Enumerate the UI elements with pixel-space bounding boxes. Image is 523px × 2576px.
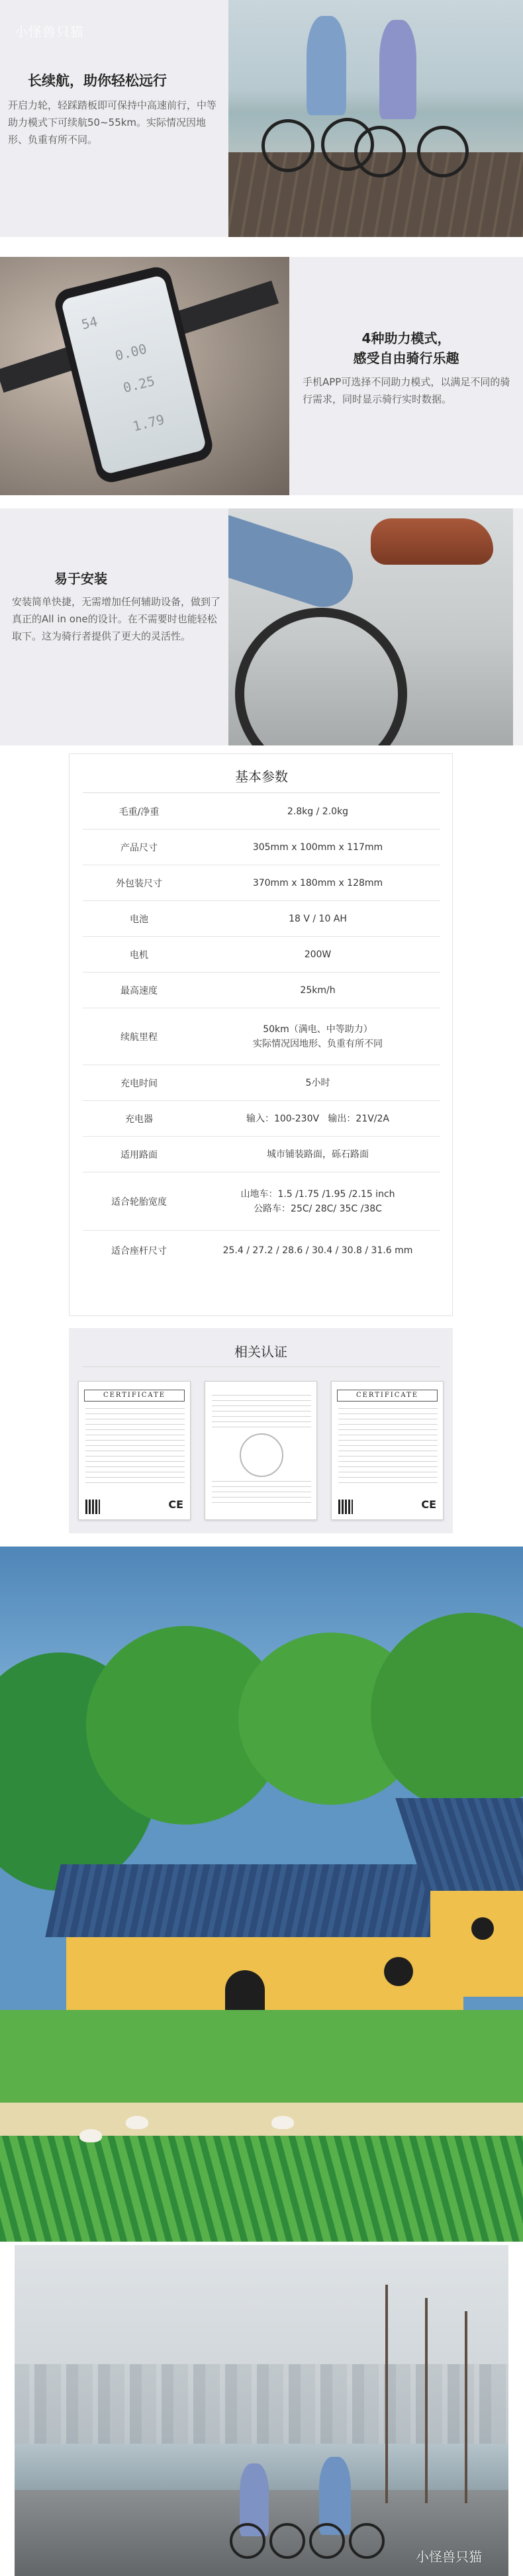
- tree-icon: [425, 2298, 428, 2503]
- spec-row: [83, 794, 440, 830]
- modes-text-panel: [289, 257, 523, 495]
- modes-description: 手机APP可选择不同助力模式，以满足不同的骑行需求，同时显示骑行实时数据。: [303, 376, 510, 405]
- spec-value: 200W: [304, 949, 332, 960]
- rider-man: [307, 16, 346, 115]
- install-description: 安装简单快捷，无需增加任何辅助设备，做到了真正的All in one的设计。在不需要时也能轻松取下。这为骑行者提供了更大的灵活性。: [12, 596, 221, 642]
- duck-icon: [271, 2116, 294, 2129]
- house-roof: [45, 1864, 484, 1937]
- watermark-top: 小怪兽只猫: [15, 24, 84, 40]
- spec-value: 2.8kg / 2.0kg: [287, 806, 349, 817]
- rider-woman: [379, 20, 416, 119]
- stamp-seal-icon: [240, 1433, 283, 1477]
- spec-key: 充电器: [125, 1114, 153, 1125]
- spec-row: [83, 1231, 440, 1270]
- spec-row: [83, 1137, 440, 1172]
- spec-row: [83, 1101, 440, 1137]
- install-photo: [228, 508, 513, 745]
- spec-value: 25km/h: [300, 984, 336, 996]
- ce-mark-icon: CE: [168, 1498, 183, 1511]
- spec-value: 25.4 / 27.2 / 28.6 / 30.4 / 30.8 / 31.6 mm: [222, 1245, 413, 1256]
- spec-key: 毛重/净重: [119, 806, 160, 818]
- spec-key: 适用路面: [120, 1149, 158, 1161]
- spec-key: 适合轮胎宽度: [111, 1196, 167, 1208]
- spec-row: [83, 1008, 440, 1065]
- certificate-card: [78, 1381, 191, 1520]
- certificate-caption: CERTIFICATE: [84, 1390, 185, 1402]
- village-illustration: [0, 1547, 523, 2242]
- spec-row: [83, 830, 440, 865]
- certificate-caption: CERTIFICATE: [337, 1390, 438, 1402]
- watermark-bottom: 小怪兽只猫: [416, 2549, 482, 2565]
- phone-icon: [52, 264, 215, 486]
- spec-value: 50km（满电、中等助力）: [263, 1024, 373, 1035]
- range-description: 开启力轮，轻踩踏板即可保持中高速前行，中等助力模式下可续航50~55km。实际情况因地形、负重有所不同。: [8, 99, 217, 146]
- install-section: [0, 508, 523, 745]
- spec-value: 5小时: [305, 1077, 330, 1088]
- phone-reading-4: 1.79: [131, 411, 166, 435]
- spec-row: [83, 937, 440, 973]
- spec-value: 输入：100-230V 输出：21V/2A: [246, 1113, 389, 1124]
- spec-row: [83, 1065, 440, 1101]
- specs-heading: 基本参数: [235, 769, 288, 785]
- install-text-panel: [0, 508, 228, 745]
- certificate-card: [205, 1381, 317, 1520]
- ce-mark-icon: CE: [421, 1498, 436, 1511]
- modes-section: [0, 257, 523, 495]
- spec-value: 18 V / 10 AH: [289, 913, 347, 924]
- spec-key: 最高速度: [120, 985, 158, 996]
- qr-code-icon: [338, 1500, 353, 1514]
- modes-title-line1: 4种助力模式，: [361, 330, 451, 346]
- spec-row: [83, 901, 440, 937]
- tree-icon: [385, 2285, 388, 2503]
- tree-icon: [465, 2311, 467, 2503]
- phone-reading-3: 0.25: [121, 373, 157, 397]
- spec-value: 山地车：1.5 /1.75 /1.95 /2.15 inch: [240, 1188, 395, 1200]
- install-title: 易于安装: [54, 571, 107, 587]
- phone-reading-1: 54: [79, 313, 99, 333]
- modes-title-line2: 感受自由骑行乐趣: [353, 350, 459, 366]
- spec-row: [83, 973, 440, 1008]
- spec-value: 城市铺装路面，砾石路面: [267, 1149, 369, 1160]
- spec-key: 续航里程: [120, 1031, 158, 1043]
- qr-code-icon: [85, 1500, 100, 1514]
- certifications-section: [69, 1328, 453, 1533]
- spec-key: 适合座杆尺寸: [111, 1246, 167, 1257]
- spec-key: 外包装尺寸: [116, 878, 162, 889]
- specs-table: [69, 753, 453, 1316]
- spec-key: 充电时间: [120, 1078, 158, 1089]
- certifications-heading: 相关认证: [234, 1344, 287, 1360]
- lakeside-cycling-photo: [15, 2245, 508, 2576]
- spec-key: 电机: [130, 949, 148, 961]
- duck-icon: [126, 2116, 148, 2129]
- range-title: 长续航，助你轻松远行: [28, 73, 167, 89]
- phone-on-handlebar-photo: [0, 257, 289, 495]
- spec-value: 305mm x 100mm x 117mm: [252, 841, 383, 853]
- window-icon: [384, 1957, 413, 1986]
- spec-value-note: 公路车：25C/ 28C/ 35C /38C: [254, 1203, 382, 1214]
- house-wall-right: [430, 1891, 523, 1997]
- spec-row: [83, 1172, 440, 1231]
- phone-reading-2: 0.00: [113, 340, 149, 364]
- spec-row: [83, 865, 440, 901]
- spec-value-note: 实际情况因地形、负重有所不同: [253, 1038, 383, 1049]
- spec-value: 370mm x 180mm x 128mm: [252, 877, 383, 888]
- range-section: [0, 0, 523, 237]
- certificate-card: [331, 1381, 444, 1520]
- duck-icon: [79, 2129, 102, 2142]
- saddle-icon: [371, 518, 493, 565]
- spec-key: 产品尺寸: [120, 842, 158, 853]
- couple-cycling-pier-photo: [228, 0, 523, 237]
- spec-key: 电池: [130, 914, 148, 925]
- window-icon: [471, 1917, 494, 1940]
